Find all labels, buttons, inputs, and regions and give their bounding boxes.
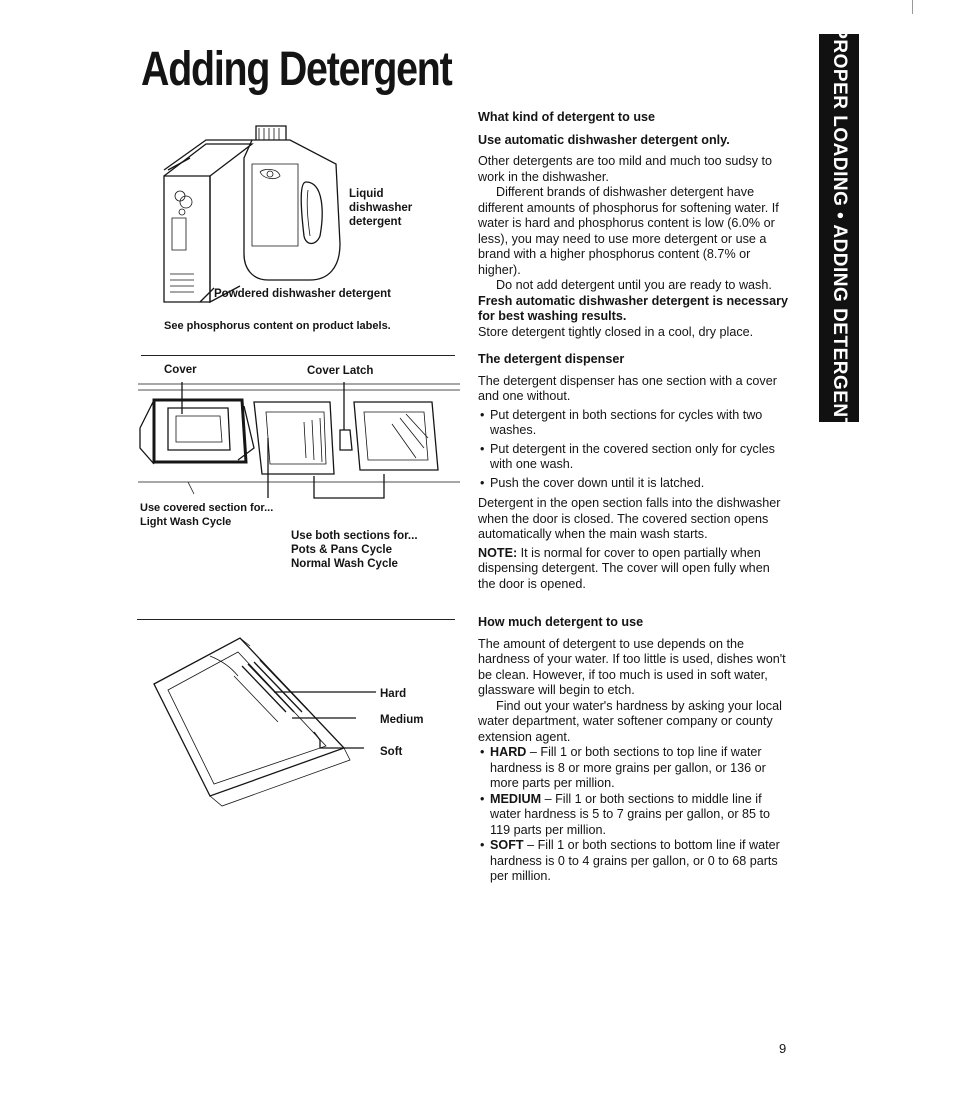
paragraph-note: NOTE: It is normal for cover to open partially when dispensing detergent. The cover will open fully when the door is opened. (478, 545, 770, 591)
page-title: Adding Detergent (141, 43, 452, 96)
paragraph-store-detergent: Store detergent tightly closed in a cool, dry place. (478, 324, 754, 339)
cover-latch-label: Cover Latch (307, 365, 374, 377)
cover-label: Cover (164, 364, 197, 376)
both-sections-label: Use both sections for... Pots & Pans Cycle Normal Wash Cycle (291, 530, 418, 570)
kind-of-detergent-section (478, 110, 790, 340)
paragraph-find-hardness: Find out your water's hardness by asking your local water department, water softener company or county extension agent. (478, 698, 782, 744)
hard-line-label: Hard (380, 688, 407, 700)
list-item: • Put detergent in the covered section only for cycles with one wash. (478, 442, 790, 473)
paragraph-phosphorus: Different brands of dishwasher detergent have different amounts of phosphorus for softening water. If water is hard and phosphorus content is low (6.0% or less), you may need to use more detergent or use a brand with a higher phosphorus content (8.7% or higher). (478, 185, 779, 277)
hardness-hard-item: • HARD – Fill 1 or both sections to top line if water hardness is 8 or more grains per gallon, or 136 or more parts per million. (478, 745, 790, 792)
covered-section-label: Use covered section for... Light Wash Cycle (140, 502, 274, 528)
liquid-bottle-icon (244, 126, 340, 280)
soft-line-label: Soft (380, 746, 403, 758)
medium-line-label: Medium (380, 714, 424, 726)
figure3-top-rule (137, 619, 455, 620)
dispenser-bullet-list (478, 408, 790, 492)
page-number: 9 (779, 1041, 787, 1056)
how-much-detergent-section (478, 615, 790, 885)
open-section-icon (254, 402, 334, 498)
dispenser-section (478, 352, 790, 592)
powder-detergent-label: Powdered dishwasher detergent (214, 288, 392, 300)
paragraph-open-section: Detergent in the open section falls into the dishwasher when the door is closed. The covered section opens automatically when the main wash starts. (478, 496, 781, 541)
detergent-dispenser-illustration (134, 378, 460, 504)
figure2-top-rule (141, 355, 455, 356)
kind-of-detergent-heading: What kind of detergent to use (478, 110, 656, 124)
fill-lines-illustration (150, 636, 380, 806)
list-item: • Push the cover down until it is latched. (478, 476, 790, 492)
page-edge-mark (912, 0, 913, 14)
hardness-level-list (478, 745, 790, 885)
paragraph-too-mild: Other detergents are too mild and much too sudsy to work in the dishwasher. (478, 154, 773, 184)
hardness-medium-item: • MEDIUM – Fill 1 or both sections to middle line if water hardness is 5 to 7 grains per gallon, or 85 to 119 parts per million. (478, 792, 790, 839)
how-much-heading: How much detergent to use (478, 615, 644, 629)
powder-box-icon (164, 140, 252, 302)
covered-section-icon (140, 400, 254, 464)
liquid-detergent-label: Liquid dishwasher detergent (349, 188, 413, 228)
detergent-containers-illustration (160, 118, 350, 308)
right-section-icon (354, 402, 438, 470)
hardness-soft-item: • SOFT – Fill 1 or both sections to bottom line if water hardness is 0 to 4 grains per gallon, or 0 to 68 parts per million. (478, 838, 790, 885)
section-side-tab (819, 26, 859, 430)
dispenser-heading: The detergent dispenser (478, 352, 625, 366)
figure1-caption: See phosphorus content on product labels. (164, 320, 391, 332)
side-tab-label: PROPER LOADING • ADDING DETERGENT (829, 26, 850, 430)
paragraph-hardness: The amount of detergent to use depends on the hardness of your water. If too little is used, dishes won't be clean. However, if too much is used in soft water, glassware will begin to etch. (478, 636, 786, 697)
paragraph-fresh-detergent: Do not add detergent until you are ready to wash. Fresh automatic dishwasher detergent is necessary for best washing results. (478, 278, 789, 323)
use-automatic-only-subheading: Use automatic dishwasher detergent only. (478, 132, 730, 147)
list-item: • Put detergent in both sections for cycles with two washes. (478, 408, 790, 439)
dispenser-intro: The detergent dispenser has one section with a cover and one without. (478, 373, 777, 403)
